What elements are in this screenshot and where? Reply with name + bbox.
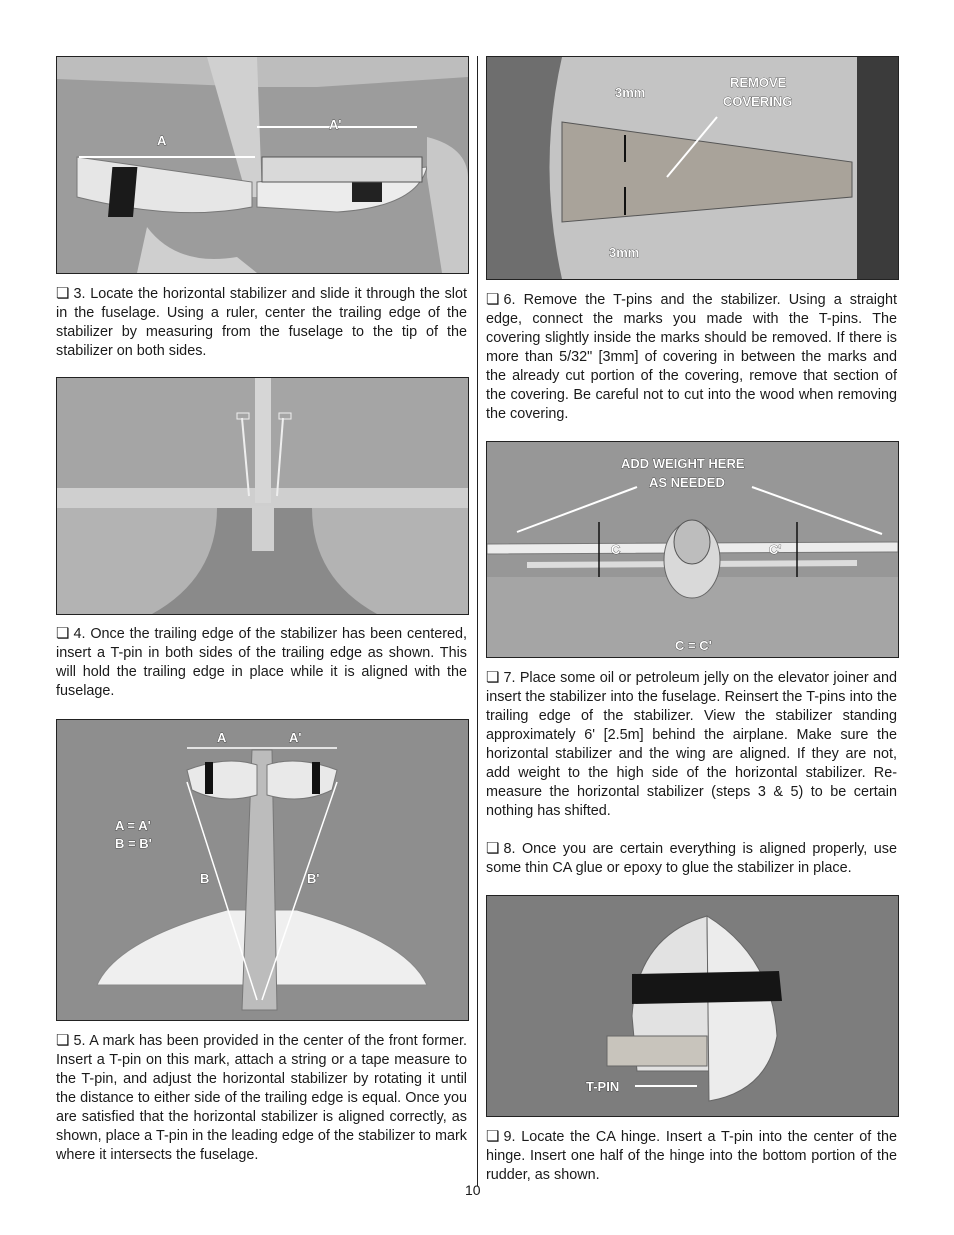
step-text: Once the trailing edge of the stabilizer has been centered, insert a T-pin in both sides of the trailing edge as shown. This will hold the trailing edge in place while it is aligned with the fuselage.: [56, 626, 467, 699]
photo-add-weight: [486, 441, 899, 658]
step-8: [486, 839, 897, 878]
label-tpin: T-PIN: [586, 1079, 620, 1094]
label-covering: COVERING: [723, 94, 793, 109]
photo-add-weight-art: [487, 442, 898, 657]
checkbox-icon[interactable]: ❏: [56, 625, 70, 642]
label-a: A: [157, 133, 167, 148]
step-7: [486, 668, 897, 821]
step-text: Locate the CA hinge. Insert a T-pin into the center of the hinge. Insert one half of the hinge into the bottom portion of the rudder, as shown.: [486, 1129, 897, 1183]
label-remove: REMOVE: [730, 75, 787, 90]
photo-remove-covering-art: [487, 57, 898, 279]
checkbox-icon[interactable]: ❏: [486, 840, 500, 857]
photo-rudder-hinge: [486, 895, 899, 1117]
label-3mm-top: 3mm: [615, 85, 646, 100]
step-text: Remove the T-pins and the stabilizer. Using a straight edge, connect the marks you made with the T-pins. The covering slightly inside the marks should be removed. If there is more than 5/32" [3mm] of covering in between the marks and the already cut portion of the covering, remove that section of the covering. Be careful not to cut into the wood when removing the covering.: [486, 292, 898, 422]
step-number: 8.: [503, 841, 516, 857]
label-a-prime: A': [329, 117, 342, 132]
photo-tpins-trailing-edge: [56, 377, 469, 615]
label-eq-a: A = A': [115, 818, 151, 833]
checkbox-icon[interactable]: ❏: [486, 291, 500, 308]
label-add-weight: ADD WEIGHT HERE: [621, 456, 745, 471]
step-9: [486, 1127, 897, 1185]
step-number: 7.: [503, 670, 516, 686]
photo-stabilizer-ruler: [56, 56, 469, 274]
step-text: Locate the horizontal stabilizer and slide it through the slot in the fuselage. Using a ruler, center the trailing edge of the stabilizer by measuring from the fuselage to the tip of the stabilizer on both sides.: [56, 286, 467, 359]
step-number: 9.: [503, 1129, 516, 1145]
step-4: [56, 624, 467, 701]
step-6: [486, 290, 897, 424]
step-3: [56, 284, 467, 361]
label-b: B: [200, 871, 210, 886]
step-number: 4.: [73, 626, 86, 642]
photo-alignment-strings: [56, 719, 469, 1021]
photo-alignment-art: [57, 720, 468, 1020]
photo-rudder-art: [487, 896, 898, 1116]
photo-stabilizer-ruler-art: [57, 57, 468, 273]
label-c-equals: C = C': [675, 638, 712, 653]
label-c-prime: C': [769, 542, 782, 557]
page-number: 10: [465, 1182, 481, 1198]
label-a-prime: A': [289, 730, 302, 745]
label-c: C: [611, 542, 621, 557]
step-text: Once you are certain everything is aligned properly, use some thin CA glue or epoxy to glue the stabilizer in place.: [486, 841, 897, 876]
step-text: Place some oil or petroleum jelly on the elevator joiner and insert the stabilizer into the fuselage. Reinsert the T-pins into the trailing edge of the stabilizer. View the stabilizer standing approximately 6' [2.5m] behind the airplane. Make sure the horizontal stabilizer and the wing are aligned. If they are not, add weight to the high side of the horizontal stabilizer. Re-measure the horizontal stabilizer (steps 3 & 5) to be certain nothing has shifted.: [486, 670, 897, 819]
column-divider: [477, 56, 478, 1186]
step-number: 3.: [73, 286, 86, 302]
label-b-prime: B': [307, 871, 320, 886]
checkbox-icon[interactable]: ❏: [56, 285, 70, 302]
photo-remove-covering: [486, 56, 899, 280]
checkbox-icon[interactable]: ❏: [486, 1128, 500, 1145]
photo-tpins-art: [57, 378, 468, 614]
label-3mm-bottom: 3mm: [609, 245, 640, 260]
step-5: [56, 1031, 467, 1165]
label-as-needed: AS NEEDED: [649, 475, 725, 490]
label-eq-b: B = B': [115, 836, 152, 851]
step-text: A mark has been provided in the center of the front former. Insert a T-pin on this mark, attach a string or a tape measure to the T-pin, and adjust the horizontal stabilizer by rotating it until the distance to either side of the trailing edge is equal. Once you are satisfied that the horizontal stabilizer is aligned correctly, as shown, place a T-pin in the leading edge of the stabilizer to mark where it intersects the fuselage.: [56, 1033, 467, 1163]
checkbox-icon[interactable]: ❏: [56, 1032, 70, 1049]
step-number: 5.: [73, 1033, 86, 1049]
checkbox-icon[interactable]: ❏: [486, 669, 500, 686]
label-a: A: [217, 730, 227, 745]
step-number: 6.: [503, 292, 516, 308]
